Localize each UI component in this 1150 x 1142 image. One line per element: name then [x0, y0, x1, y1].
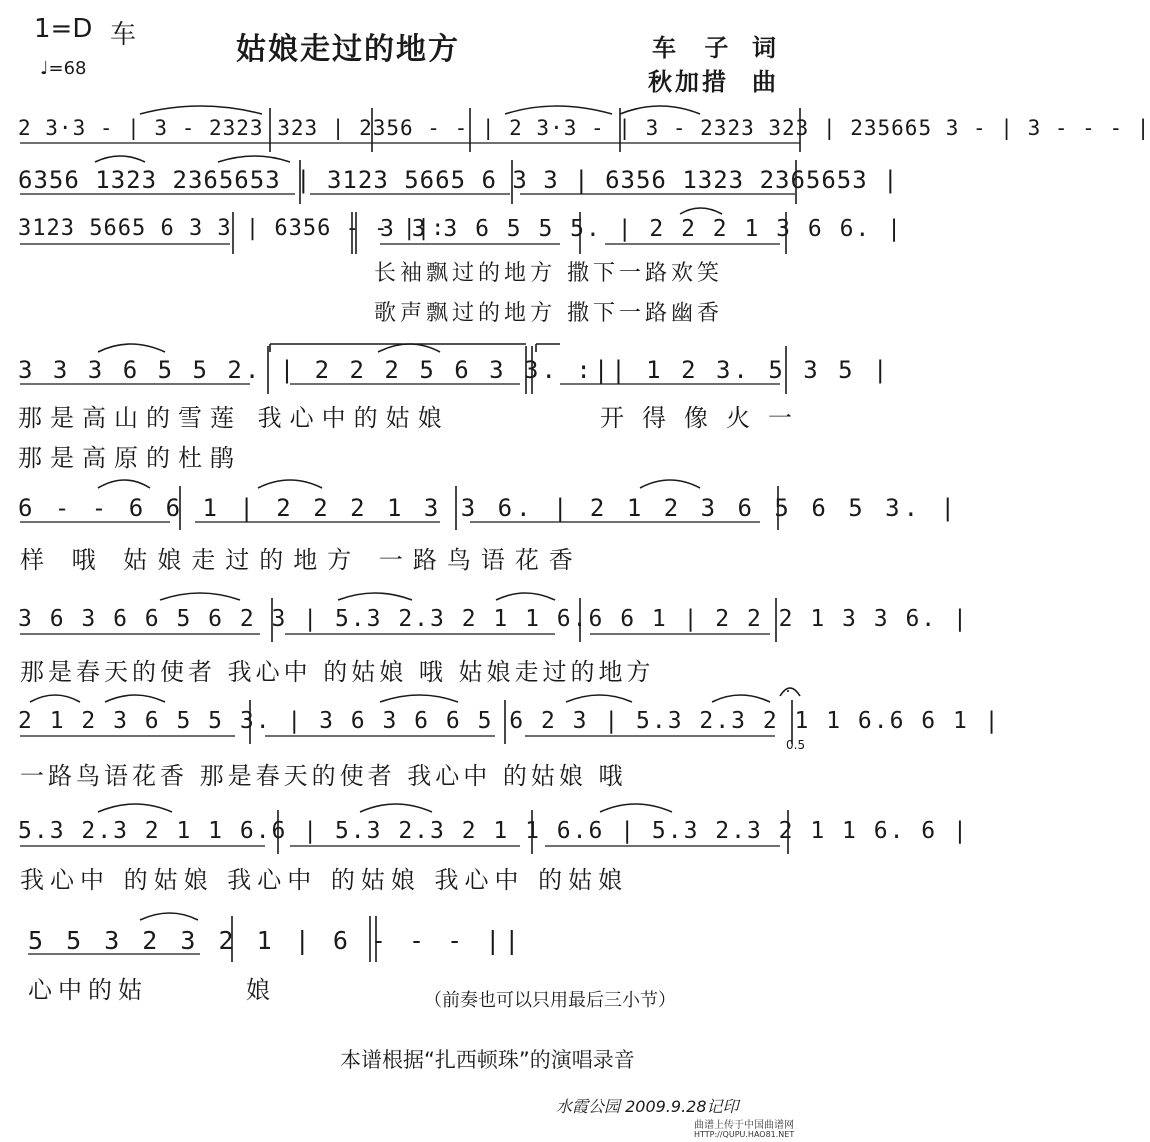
lyricist-role: 词: [752, 34, 786, 62]
lyric-row-9b: 娘: [246, 976, 276, 1004]
score-row-8: 5.3 2.3 2 1 1 6.6 | 5.3 2.3 2 1 1 6.6 | 5.3 2.3 2 1 1 6. 6 |: [18, 818, 969, 844]
score-row-3a: 3123 5665 6 3 3 | 6356 - - ||:: [18, 216, 446, 241]
fermata-duration: 0.5: [786, 738, 806, 752]
score-row-5: 6 - - 6 6 1 | 2 2 2 1 3 3 6. | 2 1 2 3 6 5 6 5 3. |: [18, 494, 959, 522]
lyric-row-6: 那是春天的使者 我心中 的姑娘 哦 姑娘走过的地方: [20, 658, 655, 686]
watermark-line-2: HTTP://QUPU.HAO81.NET: [694, 1130, 795, 1139]
composer-name: 秋加措: [648, 68, 729, 96]
source-note: 本谱根据“扎西顿珠”的演唱录音: [340, 1048, 635, 1072]
score-row-9: 5 5 3 2 3 2 1 | 6 - - - ||: [28, 926, 524, 955]
score-row-4: 3 3 3 6 5 5 2. | 2 2 2 5 6 3 3. :|| 1 2 3. 5 3 5 |: [18, 356, 891, 384]
performance-note: （前奏也可以只用最后三小节）: [424, 990, 676, 1011]
lyric-row-7: 一路鸟语花香 那是春天的使者 我心中 的姑娘 哦: [20, 762, 627, 790]
score-row-3b: 3 3 3 6 5 5 5. | 2 2 2 1 3 6 6. |: [380, 216, 903, 242]
score-row-7: 2 1 2 3 6 5 5 3. | 3 6 3 6 6 5 6 2 3 | 5.3 2.3 2 1 1 6.6 6 1 |: [18, 708, 1001, 734]
lyricist-name: 车 子: [652, 34, 739, 62]
lyric-row-5: 样 哦 姑娘走过的地方 一路鸟语花香: [20, 546, 583, 574]
composer-role: 曲: [752, 68, 786, 96]
signature: 水霞公园 2009.9.28记印: [556, 1097, 739, 1116]
score-row-6: 3 6 3 6 6 5 6 2 3 | 5.3 2.3 2 1 1 6.6 6 1 | 2 2 2 1 3 3 6. |: [18, 606, 969, 632]
lyric-row-4b: 开得像火一: [600, 404, 810, 432]
score-row-1: 2 3·3 - | 3 - 2323 323 | 2356 - - | 2 3·3 - | 3 - 2323 323 | 235665 3 - | 3 - - - |: [18, 116, 1150, 140]
key-signature: 1=D: [34, 14, 93, 44]
key-mark: 车: [110, 20, 137, 50]
lyric-row-9a: 心中的姑: [28, 976, 148, 1004]
score-row-2: 6356 1323 2365653 | 3123 5665 6 3 3 | 6356 1323 2365653 |: [18, 166, 899, 194]
lyric-row-8: 我心中 的姑娘 我心中 的姑娘 我心中 的姑娘: [20, 866, 629, 894]
lyric-row-4a: 那是高山的雪莲 我心中的姑娘: [18, 404, 450, 432]
lyric-verse-2: 歌声飘过的地方 撒下一路幽香: [374, 301, 723, 326]
tempo-marking: ♩=68: [40, 58, 87, 79]
lyric-row-4c: 那是高原的杜鹃: [18, 444, 242, 472]
watermark-line-1: 曲谱上传于中国曲谱网: [694, 1120, 794, 1131]
page-title: 姑娘走过的地方: [236, 32, 460, 67]
lyric-verse-1: 长袖飘过的地方 撒下一路欢笑: [374, 261, 723, 286]
